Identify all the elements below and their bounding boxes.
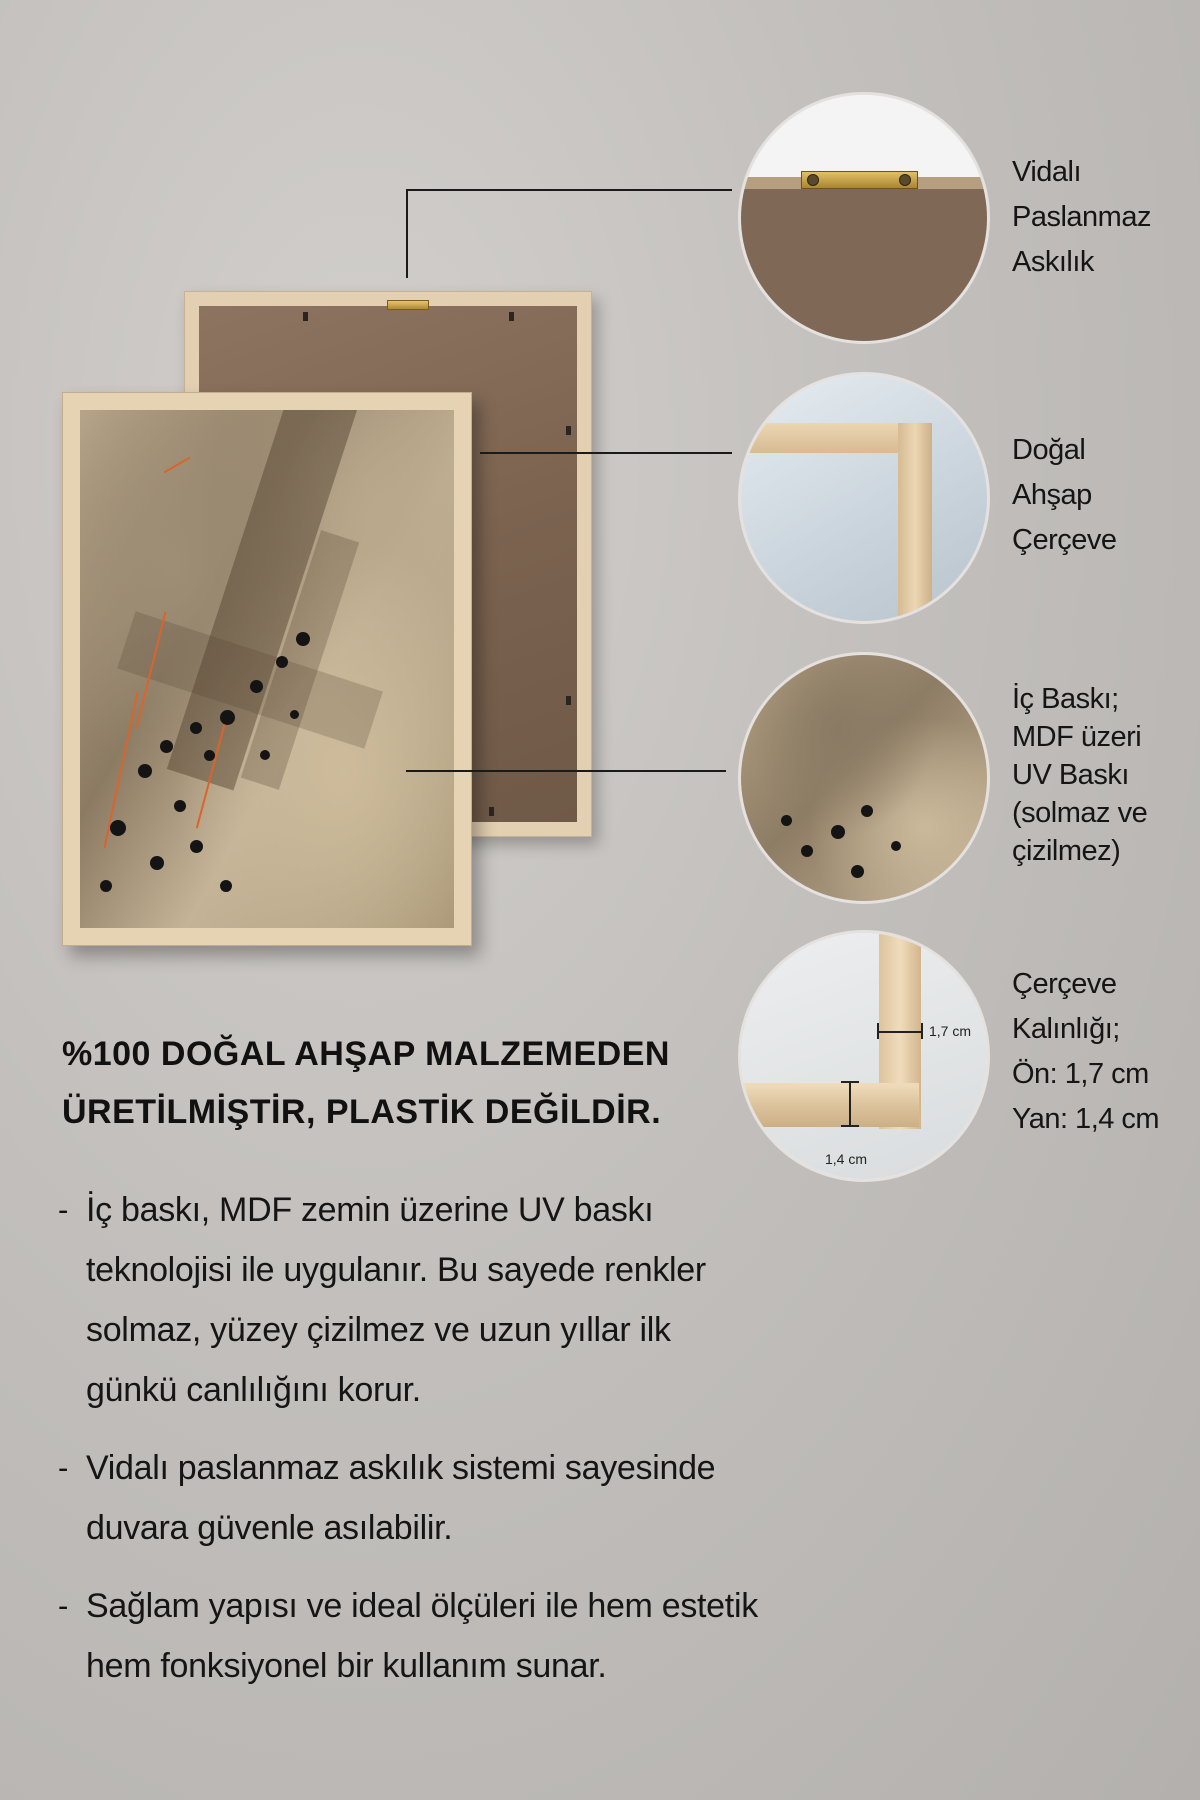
frame-detail-circle xyxy=(738,372,990,624)
clip-icon xyxy=(509,312,514,321)
frame-front-view xyxy=(62,392,472,946)
clip-icon xyxy=(566,426,571,435)
screw-icon xyxy=(807,174,819,186)
clip-icon xyxy=(303,312,308,321)
print-detail-circle xyxy=(738,652,990,904)
connector-line xyxy=(406,770,726,772)
abstract-artwork xyxy=(80,410,454,928)
headline: %100 DOĞAL AHŞAP MALZEMEDEN ÜRETİLMİŞTİR, PLASTİK DEĞİLDİR. xyxy=(62,1035,670,1131)
hanger-icon xyxy=(387,300,429,310)
connector-line xyxy=(406,190,408,278)
connector-line xyxy=(406,189,732,191)
list-item xyxy=(58,1576,778,1696)
clip-icon xyxy=(489,807,494,816)
front-thickness-value: 1,7 cm xyxy=(929,1023,972,1039)
side-thickness-value: 1,4 cm xyxy=(825,1151,868,1167)
hanger-label: Vidalı Paslanmaz Askılık xyxy=(1012,156,1151,278)
frame-label: Doğal Ahşap Çerçeve xyxy=(1012,434,1117,556)
clip-icon xyxy=(566,696,571,705)
bullet-marker: - xyxy=(58,1588,69,1623)
thickness-label: Çerçeve Kalınlığı; Ön: 1,7 cm Yan: 1,4 cm xyxy=(1012,968,1160,1135)
bullet-text: Vidalı paslanmaz askılık sistemi sayesinde duvara güvenle asılabilir. xyxy=(86,1449,716,1547)
list-item xyxy=(58,1180,778,1420)
bullet-marker: - xyxy=(58,1450,69,1485)
bullet-text: Sağlam yapısı ve ideal ölçüleri ile hem estetik hem fonksiyonel bir kullanım sunar. xyxy=(86,1587,758,1685)
bullet-marker: - xyxy=(58,1192,69,1227)
thickness-detail-circle xyxy=(738,930,990,1182)
feature-list xyxy=(58,1180,778,1714)
connector-line xyxy=(480,452,732,454)
print-label: İç Baskı; MDF üzeri UV Baskı (solmaz ve çizilmez) xyxy=(1012,683,1148,867)
hanger-detail-circle xyxy=(738,92,990,344)
list-item xyxy=(58,1438,778,1558)
screw-icon xyxy=(899,174,911,186)
bullet-text: İç baskı, MDF zemin üzerine UV baskı teknolojisi ile uygulanır. Bu sayede renkler solmaz, yüzey çizilmez ve uzun yıllar ilk günkü canlılığını korur. xyxy=(86,1191,706,1409)
